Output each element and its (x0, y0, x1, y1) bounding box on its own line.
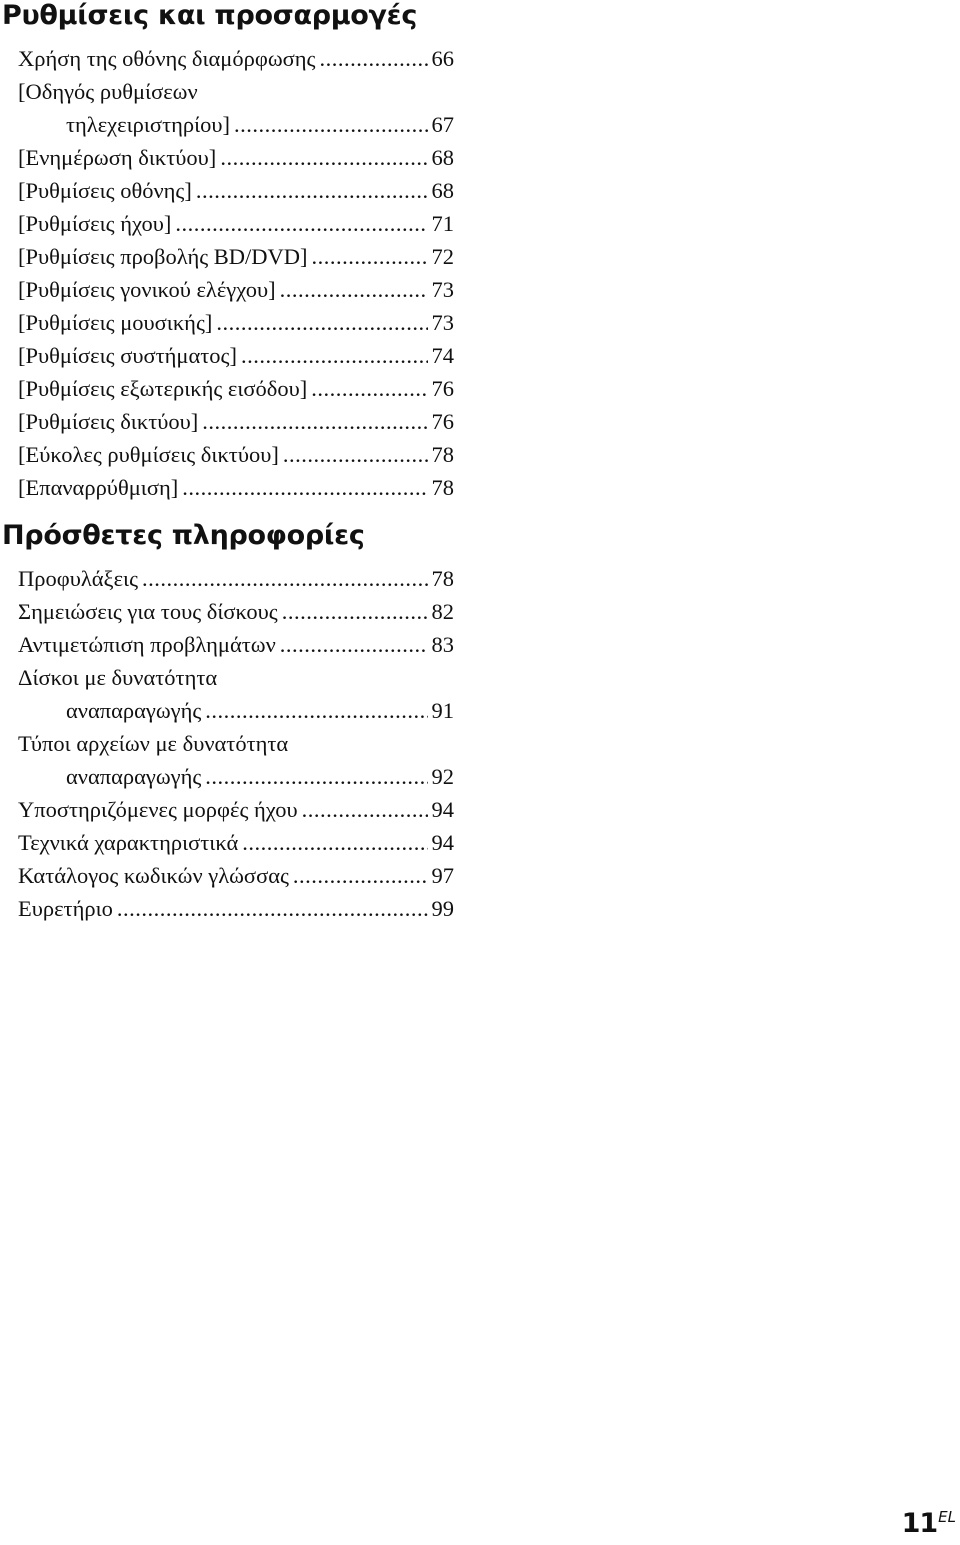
toc-entry-line (18, 141, 454, 174)
toc-page-number: 83 (431, 632, 454, 657)
toc-entry-line (18, 405, 454, 438)
toc-entry-line (18, 240, 454, 273)
toc-entry-title: Χρήση της οθόνης διαμόρφωσης (18, 46, 316, 71)
dot-leader (280, 628, 428, 661)
dot-leader (182, 471, 427, 504)
toc-entry-title: αναπαραγωγής (66, 764, 202, 789)
toc-page-number: 76 (431, 409, 454, 434)
toc-page-number: 66 (431, 46, 454, 71)
toc-entry-line (18, 562, 454, 595)
page-footer (902, 1509, 956, 1539)
toc-entry[interactable] (18, 628, 454, 661)
dot-leader (234, 108, 427, 141)
toc-entry-line (18, 859, 454, 892)
dot-leader (205, 694, 427, 727)
toc-page-number: 78 (431, 475, 454, 500)
toc-entry[interactable] (18, 174, 454, 207)
toc-page-number: 73 (431, 277, 454, 302)
toc-page-number: 68 (431, 178, 454, 203)
toc-entry-line (18, 826, 454, 859)
dot-leader (242, 826, 427, 859)
toc-entry-title: [Ρυθμίσεις οθόνης] (18, 178, 192, 203)
toc-entry-title: τηλεχειριστηρίου] (66, 112, 231, 137)
toc-entry-line (18, 438, 454, 471)
dot-leader (302, 793, 428, 826)
toc-entry[interactable] (18, 240, 454, 273)
toc-entry[interactable] (18, 438, 454, 471)
toc-entry-title: [Ρυθμίσεις εξωτερικής εισόδου] (18, 376, 308, 401)
toc-page-number: 73 (431, 310, 454, 335)
additional-info-entries (18, 562, 454, 925)
toc-entry-line (18, 471, 454, 504)
toc-entry[interactable] (18, 306, 454, 339)
toc-entry[interactable] (18, 471, 454, 504)
dot-leader (282, 595, 428, 628)
dot-leader (202, 405, 427, 438)
dot-leader (241, 339, 428, 372)
toc-entry[interactable] (18, 75, 454, 141)
toc-entry-line (18, 108, 454, 141)
dot-leader (283, 438, 428, 471)
toc-entry-title: Σημειώσεις για τους δίσκους (18, 599, 278, 624)
toc-entry-title: [Οδηγός ρυθμίσεων (18, 79, 198, 104)
toc-page-number: 68 (431, 145, 454, 170)
dot-leader (312, 240, 428, 273)
toc-entry-line (18, 306, 454, 339)
toc-entry-title: αναπαραγωγής (66, 698, 202, 723)
toc-entry-line (18, 628, 454, 661)
toc-entry[interactable] (18, 207, 454, 240)
dot-leader (142, 562, 428, 595)
toc-entry-title: [Ρυθμίσεις δικτύου] (18, 409, 199, 434)
toc-entry-line (18, 892, 454, 925)
toc-entry-title: Ευρετήριο (18, 896, 113, 921)
toc-entry-line (18, 595, 454, 628)
settings-entries (18, 42, 454, 504)
toc-entry-line (18, 661, 454, 694)
toc-entry-line (18, 42, 454, 75)
section-title-additional-info: Πρόσθετες πληροφορίες (2, 520, 365, 551)
toc-entry-line (18, 793, 454, 826)
toc-entry[interactable] (18, 562, 454, 595)
toc-entry-title: [Ρυθμίσεις προβολής BD/DVD] (18, 244, 308, 269)
toc-entry[interactable] (18, 661, 454, 727)
toc-entry-line (18, 727, 454, 760)
dot-leader (196, 174, 428, 207)
dot-leader (311, 372, 427, 405)
toc-entry-line (18, 694, 454, 727)
toc-entry-title: [Ενημέρωση δικτύου] (18, 145, 217, 170)
toc-entry[interactable] (18, 727, 454, 793)
page-number: 11 (901, 1508, 938, 1539)
toc-entry-title: Αντιμετώπιση προβλημάτων (18, 632, 276, 657)
toc-page-number: 91 (431, 698, 454, 723)
toc-page-number: 94 (431, 830, 454, 855)
toc-entry-title: [Επαναρρύθμιση] (18, 475, 179, 500)
toc-page-number: 82 (431, 599, 454, 624)
toc-page-number: 78 (431, 566, 454, 591)
language-code: EL (938, 1508, 956, 1526)
toc-entry-title: [Ρυθμίσεις συστήματος] (18, 343, 237, 368)
toc-entry[interactable] (18, 793, 454, 826)
toc-page-number: 74 (431, 343, 454, 368)
toc-page-number: 72 (431, 244, 454, 269)
dot-leader (205, 760, 427, 793)
toc-page-number: 76 (431, 376, 454, 401)
dot-leader (216, 306, 427, 339)
toc-entry-title: Τύποι αρχείων με δυνατότητα (18, 731, 289, 756)
dot-leader (175, 207, 427, 240)
toc-entry-line (18, 372, 454, 405)
toc-entry-title: Υποστηριζόμενες μορφές ήχου (18, 797, 298, 822)
table-of-contents (0, 0, 470, 925)
toc-entry-title: Κατάλογος κωδικών γλώσσας (18, 863, 289, 888)
toc-entry[interactable] (18, 372, 454, 405)
toc-entry[interactable] (18, 826, 454, 859)
toc-entry-title: [Εύκολες ρυθμίσεις δικτύου] (18, 442, 279, 467)
section-title-settings: Ρυθμίσεις και προσαρμογές (2, 0, 418, 31)
toc-entry-line (18, 75, 454, 108)
toc-page-number: 78 (431, 442, 454, 467)
dot-leader (117, 892, 428, 925)
toc-page-number: 94 (431, 797, 454, 822)
dot-leader (293, 859, 428, 892)
dot-leader (220, 141, 427, 174)
dot-leader (319, 42, 427, 75)
toc-entry-line (18, 760, 454, 793)
toc-entry-line (18, 339, 454, 372)
toc-entry[interactable] (18, 859, 454, 892)
toc-entry-line (18, 174, 454, 207)
toc-entry-title: Προφυλάξεις (18, 566, 138, 591)
toc-entry[interactable] (18, 273, 454, 306)
toc-entry[interactable] (18, 892, 454, 925)
toc-entry-title: Δίσκοι με δυνατότητα (18, 665, 218, 690)
toc-page-number: 67 (431, 112, 454, 137)
toc-entry-title: [Ρυθμίσεις μουσικής] (18, 310, 213, 335)
toc-entry-line (18, 273, 454, 306)
toc-entry[interactable] (18, 405, 454, 438)
toc-page-number: 99 (431, 896, 454, 921)
toc-page-number: 97 (431, 863, 454, 888)
toc-page-number: 71 (431, 211, 454, 236)
toc-entry-title: Τεχνικά χαρακτηριστικά (18, 830, 239, 855)
dot-leader (280, 273, 428, 306)
toc-entry[interactable] (18, 595, 454, 628)
toc-entry[interactable] (18, 42, 454, 75)
toc-entry-title: [Ρυθμίσεις γονικού ελέγχου] (18, 277, 276, 302)
toc-entry-title: [Ρυθμίσεις ήχου] (18, 211, 172, 236)
toc-entry[interactable] (18, 141, 454, 174)
toc-entry[interactable] (18, 339, 454, 372)
toc-page-number: 92 (431, 764, 454, 789)
toc-entry-line (18, 207, 454, 240)
